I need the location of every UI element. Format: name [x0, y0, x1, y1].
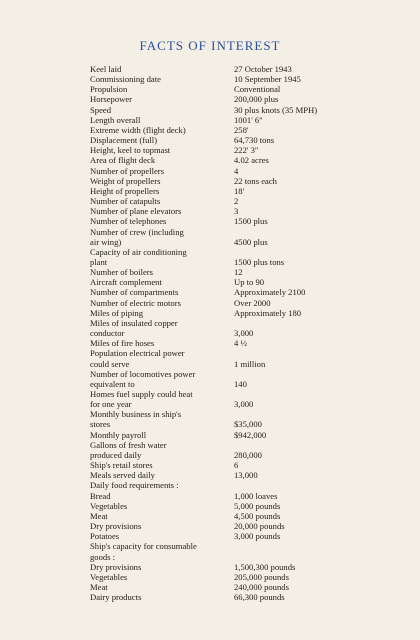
fact-label: stores: [90, 419, 111, 430]
fact-row: [90, 389, 350, 399]
fact-value: 4: [234, 165, 239, 176]
fact-row: [90, 84, 350, 94]
fact-row: [90, 470, 350, 480]
fact-value: 4,500 pounds: [234, 510, 281, 521]
fact-row: [90, 257, 350, 267]
fact-row: [90, 379, 350, 389]
fact-row: [90, 105, 350, 115]
fact-value: 27 October 1943: [234, 64, 292, 74]
fact-value: Over 2000: [234, 297, 271, 308]
fact-row: [90, 328, 350, 338]
fact-row: [90, 186, 350, 196]
fact-label: produced daily: [90, 449, 142, 460]
fact-label: Number of crew (including: [90, 226, 184, 237]
fact-label: conductor: [90, 328, 125, 339]
fact-value: 4500 plus: [234, 236, 268, 247]
fact-row: [90, 94, 350, 104]
fact-label: Vegetables: [90, 571, 128, 582]
fact-label: Speed: [90, 104, 112, 115]
fact-value: 22 tons each: [234, 175, 277, 186]
fact-row: [90, 501, 350, 511]
fact-value: 3: [234, 206, 239, 217]
fact-value: 20,000 pounds: [234, 521, 285, 532]
fact-row: [90, 308, 350, 318]
fact-label: Monthly business in ship's: [90, 409, 182, 420]
fact-row: [90, 237, 350, 247]
fact-row: [90, 531, 350, 541]
fact-row: [90, 582, 350, 592]
fact-value: 222' 3": [234, 145, 259, 156]
fact-row: [90, 206, 350, 216]
fact-value: $942,000: [234, 429, 267, 440]
fact-value: Approximately 2100: [234, 287, 306, 298]
fact-value: 280,000: [234, 449, 262, 460]
fact-value: 10 September 1945: [234, 74, 301, 85]
fact-row: [90, 135, 350, 145]
fact-label: could serve: [90, 358, 130, 369]
fact-value: 4.02 acres: [234, 155, 269, 166]
fact-row: [90, 562, 350, 572]
page-title: FACTS OF INTEREST: [139, 38, 281, 53]
fact-row: [90, 115, 350, 125]
fact-row: [90, 196, 350, 206]
fact-value: 140: [234, 378, 247, 389]
fact-value: Up to 90: [234, 277, 265, 288]
fact-label: Meals served daily: [90, 470, 155, 481]
fact-label: Number of locomotives power: [90, 368, 196, 379]
fact-label: Dry provisions: [90, 521, 142, 532]
fact-row: [90, 64, 350, 74]
fact-label: Number of compartments: [90, 287, 179, 298]
fact-label: goods :: [90, 551, 116, 562]
fact-label: Weight of propellers: [90, 175, 161, 186]
fact-row: [90, 145, 350, 155]
fact-row: [90, 409, 350, 419]
fact-label: Meat: [90, 510, 108, 521]
fact-value: 4 ½: [234, 338, 247, 349]
fact-row: [90, 227, 350, 237]
fact-label: Area of flight deck: [90, 155, 156, 166]
fact-row: [90, 359, 350, 369]
fact-value: 6: [234, 460, 239, 471]
fact-value: 1,000 loaves: [234, 490, 278, 501]
fact-label: Displacement (full): [90, 135, 158, 146]
fact-label: Height of propellers: [90, 185, 160, 196]
fact-row: [90, 541, 350, 551]
fact-label: Number of electric motors: [90, 297, 181, 308]
fact-label: Number of plane elevators: [90, 206, 182, 217]
fact-row: [90, 338, 350, 348]
fact-label: Miles of piping: [90, 307, 143, 318]
fact-row: [90, 521, 350, 531]
fact-value: Conventional: [234, 84, 281, 95]
fact-row: [90, 176, 350, 186]
fact-value: 3,000: [234, 328, 254, 339]
fact-label: Propulsion: [90, 84, 128, 95]
fact-label: Gallons of fresh water: [90, 439, 167, 450]
fact-label: Extreme width (flight deck): [90, 124, 186, 135]
fact-value: 3,000: [234, 399, 254, 410]
fact-value: 13,000: [234, 470, 258, 481]
fact-label: Ship's capacity for consumable: [90, 541, 197, 552]
fact-row: [90, 287, 350, 297]
fact-label: Meat: [90, 581, 108, 592]
fact-label: Horsepower: [90, 94, 132, 105]
fact-row: [90, 491, 350, 501]
fact-label: Keel laid: [90, 64, 122, 74]
fact-value: 66,300 pounds: [234, 592, 285, 603]
fact-row: [90, 399, 350, 409]
fact-value: 30 plus knots (35 MPH): [234, 104, 318, 115]
fact-value: 1,500,300 pounds: [234, 561, 296, 572]
fact-row: [90, 125, 350, 135]
fact-row: [90, 552, 350, 562]
fact-label: Dairy products: [90, 592, 142, 603]
fact-value: 200,000 plus: [234, 94, 279, 105]
fact-label: Monthly payroll: [90, 429, 147, 440]
fact-row: [90, 419, 350, 429]
fact-label: air wing): [90, 236, 122, 247]
fact-value: 205,000 pounds: [234, 571, 289, 582]
fact-value: 5,000 pounds: [234, 500, 281, 511]
fact-value: 240,000 pounds: [234, 581, 289, 592]
fact-label: Potatoes: [90, 531, 120, 542]
fact-row: [90, 592, 350, 602]
fact-value: 1500 plus: [234, 216, 268, 227]
fact-label: Vegetables: [90, 500, 128, 511]
fact-label: Miles of insulated copper: [90, 317, 178, 328]
fact-row: [90, 480, 350, 490]
fact-value: 1001' 6": [234, 114, 263, 125]
fact-label: Capacity of air conditioning: [90, 246, 187, 257]
fact-label: for one year: [90, 399, 132, 410]
fact-value: 2: [234, 196, 239, 207]
fact-label: Population electrical power: [90, 348, 185, 359]
fact-label: Bread: [90, 490, 111, 501]
fact-label: Number of catapults: [90, 196, 161, 207]
fact-label: Daily food requirements :: [90, 480, 179, 491]
fact-row: [90, 298, 350, 308]
fact-value: 3,000 pounds: [234, 531, 281, 542]
fact-label: Commissioning date: [90, 74, 161, 85]
fact-label: Aircraft complement: [90, 277, 162, 288]
fact-label: Number of boilers: [90, 267, 154, 278]
fact-row: [90, 74, 350, 84]
fact-value: 64,730 tons: [234, 135, 275, 146]
fact-row: [90, 511, 350, 521]
fact-label: Homes fuel supply could heat: [90, 389, 193, 399]
fact-row: [90, 450, 350, 460]
fact-row: [90, 267, 350, 277]
fact-value: 1500 plus tons: [234, 256, 285, 267]
fact-label: Ship's retail stores: [90, 460, 153, 471]
fact-row: [90, 166, 350, 176]
fact-row: [90, 155, 350, 165]
fact-label: Number of telephones: [90, 216, 167, 227]
fact-label: Number of propellers: [90, 165, 164, 176]
fact-value: $35,000: [234, 419, 262, 430]
fact-row: [90, 440, 350, 450]
fact-row: [90, 430, 350, 440]
fact-value: 1 million: [234, 358, 266, 369]
fact-value: Approximately 180: [234, 307, 302, 318]
fact-value: 258': [234, 124, 249, 135]
fact-row: [90, 348, 350, 358]
fact-row: [90, 318, 350, 328]
fact-row: [90, 277, 350, 287]
fact-label: plant: [90, 256, 108, 267]
fact-label: Height, keel to topmast: [90, 145, 171, 156]
fact-label: Miles of fire hoses: [90, 338, 155, 349]
fact-value: 18': [234, 185, 245, 196]
fact-row: [90, 460, 350, 470]
fact-label: Dry provisions: [90, 561, 142, 572]
fact-label: equivalent to: [90, 378, 135, 389]
fact-row: [90, 572, 350, 582]
fact-row: [90, 247, 350, 257]
fact-row: [90, 216, 350, 226]
fact-label: Length overall: [90, 114, 141, 125]
fact-row: [90, 369, 350, 379]
facts-list: [90, 64, 350, 602]
fact-value: 12: [234, 267, 243, 278]
